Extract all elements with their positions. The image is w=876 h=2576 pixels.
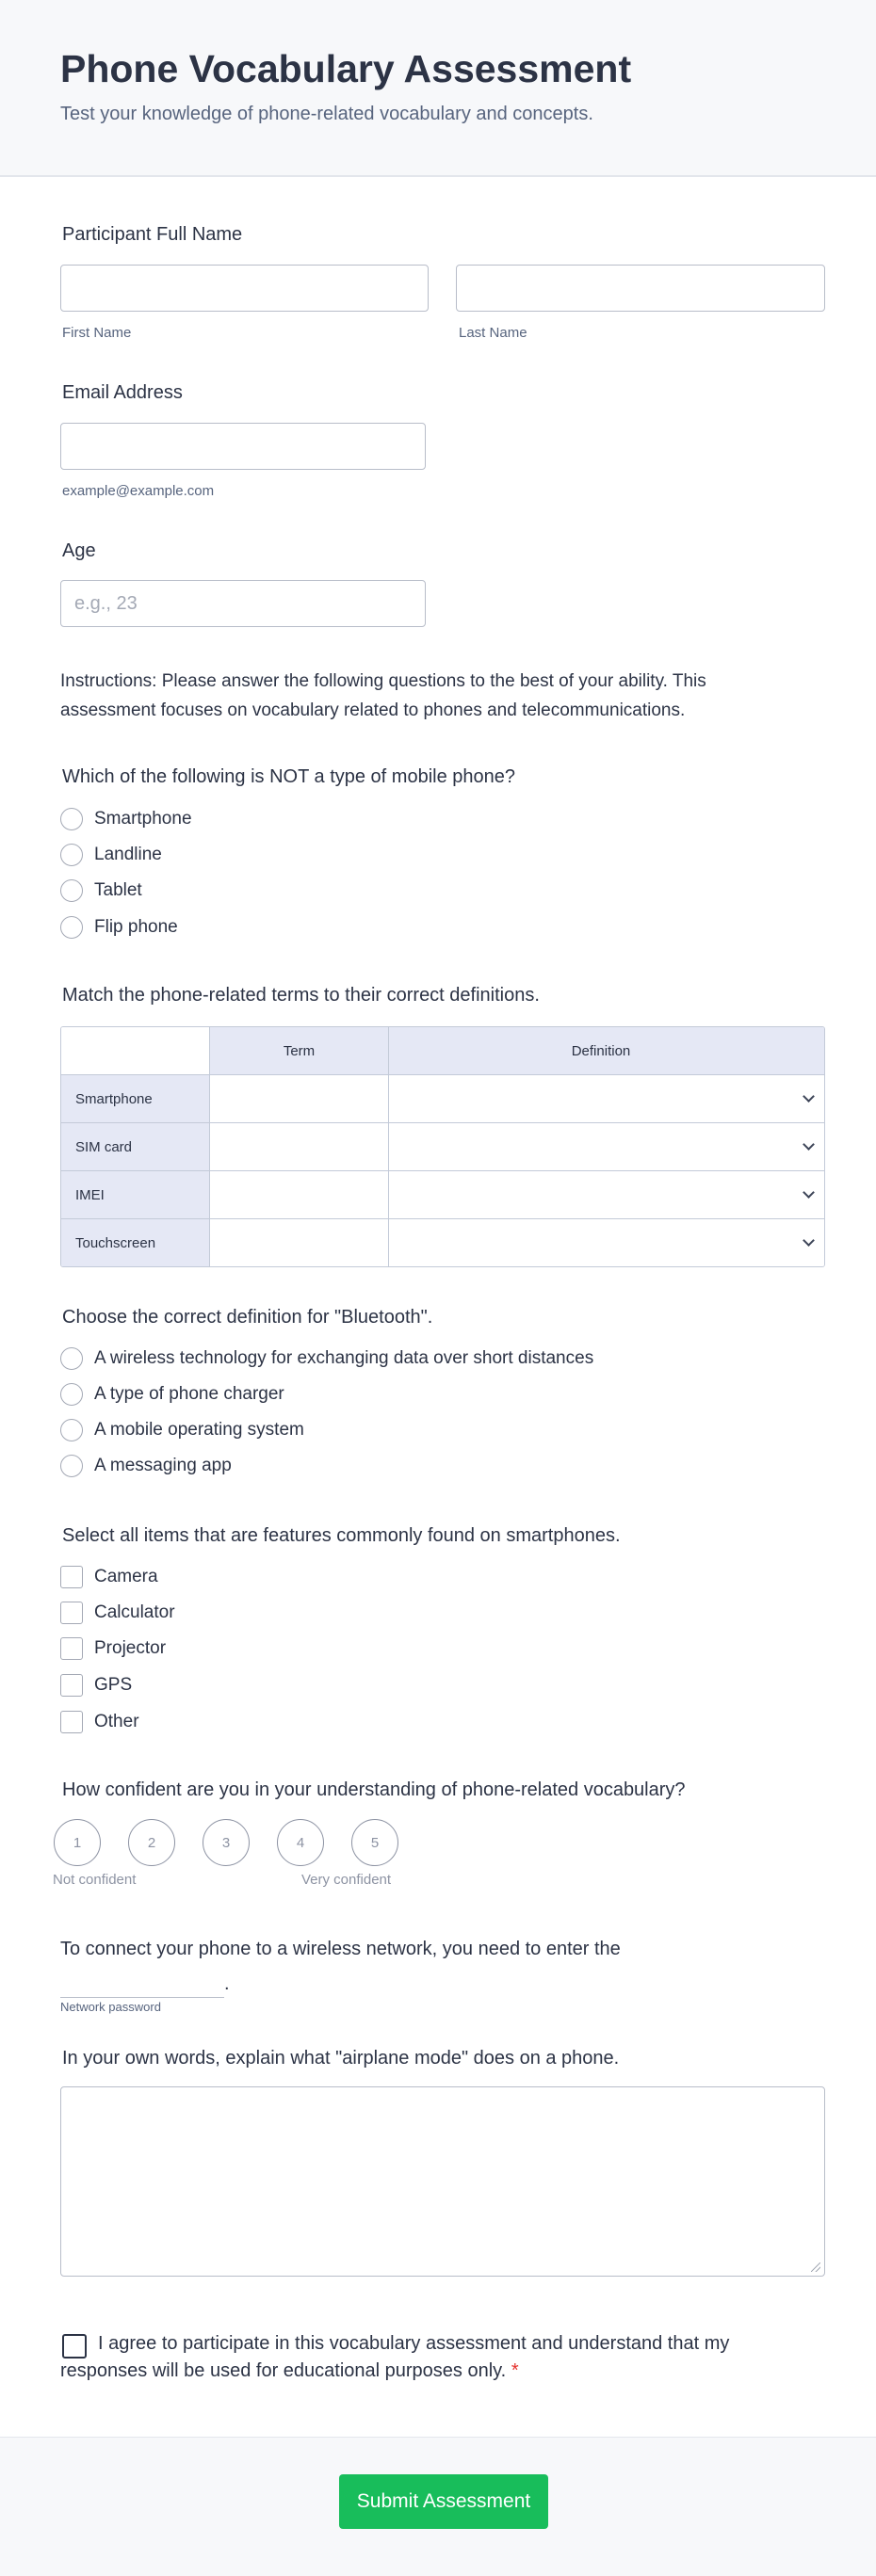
matrix-term-cell[interactable]: [210, 1075, 389, 1122]
first-name-field[interactable]: [60, 265, 429, 312]
airplane-mode-textarea[interactable]: [60, 2086, 825, 2277]
option-label: GPS: [94, 1675, 133, 1695]
q3-question: Choose the correct definition for "Bluetooth".: [62, 1307, 433, 1328]
fill-blank-period: .: [224, 1973, 230, 1994]
scale-max-label: Very confident: [301, 1872, 392, 1888]
matrix-corner: [61, 1027, 210, 1074]
option-label: Calculator: [94, 1602, 175, 1622]
last-name-sublabel: Last Name: [459, 325, 527, 341]
q3-option[interactable]: [60, 1381, 284, 1408]
consent-text: [60, 2330, 776, 2385]
q3-option[interactable]: [60, 1453, 232, 1479]
scale-option-2[interactable]: 2: [128, 1819, 175, 1866]
radio-button[interactable]: [60, 844, 83, 866]
scale-option-3[interactable]: 3: [203, 1819, 250, 1866]
q1-question: Which of the following is NOT a type of mobile phone?: [62, 766, 515, 787]
age-input[interactable]: [61, 581, 425, 626]
consent-label: I agree to participate in this vocabulary assessment and understand that my responses will be used for educational purposes only.: [60, 2333, 730, 2381]
form-header: [0, 0, 876, 177]
radio-button[interactable]: [60, 808, 83, 830]
option-label: Tablet: [94, 880, 142, 900]
definition-dropdown[interactable]: [389, 1171, 824, 1218]
q4-option[interactable]: [60, 1564, 158, 1590]
network-password-input[interactable]: [60, 1997, 224, 1998]
option-label: Smartphone: [94, 809, 192, 829]
radio-button[interactable]: [60, 879, 83, 902]
option-label: A wireless technology for exchanging data over short distances: [94, 1348, 594, 1368]
q1-option[interactable]: [60, 842, 162, 868]
email-sublabel: example@example.com: [62, 483, 215, 499]
option-label: A type of phone charger: [94, 1384, 284, 1404]
option-label: Landline: [94, 845, 162, 864]
page-title: Phone Vocabulary Assessment: [60, 47, 632, 90]
full-name-label: Participant Full Name: [62, 224, 243, 245]
email-label: Email Address: [62, 382, 183, 403]
matrix-term-cell[interactable]: [210, 1171, 389, 1218]
chevron-down-icon: [803, 1138, 815, 1151]
matrix-row: [61, 1218, 824, 1266]
matrix-row: [61, 1170, 824, 1218]
matrix-row-label: Touchscreen: [61, 1219, 210, 1266]
checkbox[interactable]: [60, 1602, 83, 1624]
last-name-field[interactable]: [456, 265, 825, 312]
radio-button[interactable]: [60, 1347, 83, 1370]
definition-dropdown[interactable]: [389, 1075, 824, 1122]
option-label: Camera: [94, 1567, 158, 1586]
option-label: A messaging app: [94, 1456, 232, 1475]
checkbox[interactable]: [60, 1711, 83, 1733]
matrix-term-cell[interactable]: [210, 1123, 389, 1170]
checkbox[interactable]: [60, 1637, 83, 1660]
email-input[interactable]: [61, 424, 425, 469]
age-field[interactable]: [60, 580, 426, 627]
q4-option[interactable]: [60, 1600, 175, 1626]
radio-button[interactable]: [60, 1383, 83, 1406]
page-subtitle: Test your knowledge of phone-related vocabulary and concepts.: [60, 104, 593, 124]
matrix-term-cell[interactable]: [210, 1219, 389, 1266]
q3-option[interactable]: [60, 1417, 304, 1443]
chevron-down-icon: [803, 1186, 815, 1199]
chevron-down-icon: [803, 1090, 815, 1103]
q1-option[interactable]: [60, 914, 178, 941]
option-label: Projector: [94, 1638, 167, 1658]
option-label: Flip phone: [94, 917, 178, 937]
checkbox[interactable]: [60, 1566, 83, 1588]
option-label: Other: [94, 1712, 139, 1731]
matrix-row-label: IMEI: [61, 1171, 210, 1218]
submit-button[interactable]: Submit Assessment: [339, 2474, 548, 2529]
long-answer-question: In your own words, explain what "airplane mode" does on a phone.: [62, 2048, 620, 2069]
q3-option[interactable]: [60, 1345, 593, 1372]
radio-button[interactable]: [60, 916, 83, 939]
fill-blank-sublabel: Network password: [60, 2000, 161, 2014]
chevron-down-icon: [803, 1234, 815, 1247]
email-field[interactable]: [60, 423, 426, 470]
checkbox[interactable]: [60, 1674, 83, 1697]
q1-option[interactable]: [60, 806, 192, 832]
first-name-sublabel: First Name: [62, 325, 132, 341]
matrix-row-label: Smartphone: [61, 1075, 210, 1122]
resize-handle-icon[interactable]: [811, 2262, 820, 2272]
scale-question: How confident are you in your understanding of phone-related vocabulary?: [62, 1779, 686, 1800]
radio-button[interactable]: [60, 1419, 83, 1441]
matrix-row-label: SIM card: [61, 1123, 210, 1170]
definition-dropdown[interactable]: [389, 1219, 824, 1266]
matrix-col-term: Term: [210, 1027, 389, 1074]
q4-question: Select all items that are features commonly found on smartphones.: [62, 1525, 621, 1546]
q4-option[interactable]: [60, 1709, 139, 1735]
scale-option-5[interactable]: 5: [351, 1819, 398, 1866]
option-label: A mobile operating system: [94, 1420, 304, 1440]
first-name-input[interactable]: [61, 266, 428, 311]
last-name-input[interactable]: [457, 266, 824, 311]
scale-option-4[interactable]: 4: [277, 1819, 324, 1866]
definition-dropdown[interactable]: [389, 1123, 824, 1170]
instructions-text: Instructions: Please answer the following questions to the best of your ability. This assessment focuses on vocabulary related to phones and telecommunications.: [60, 671, 706, 720]
required-mark: *: [511, 2360, 519, 2381]
q4-option[interactable]: [60, 1672, 132, 1699]
q1-option[interactable]: [60, 877, 142, 904]
scale-option-1[interactable]: 1: [54, 1819, 101, 1866]
age-label: Age: [62, 540, 96, 561]
matrix-col-definition: Definition: [389, 1027, 824, 1074]
scale-min-label: Not confident: [53, 1872, 137, 1888]
matrix-row: [61, 1122, 824, 1170]
fill-blank-text: To connect your phone to a wireless network, you need to enter the: [60, 1939, 621, 1959]
radio-button[interactable]: [60, 1455, 83, 1477]
matrix-header-row: [61, 1027, 824, 1074]
matrix-row: [61, 1074, 824, 1122]
matrix-table: [60, 1026, 825, 1267]
q4-option[interactable]: [60, 1635, 166, 1662]
matrix-question: Match the phone-related terms to their correct definitions.: [62, 985, 540, 1006]
